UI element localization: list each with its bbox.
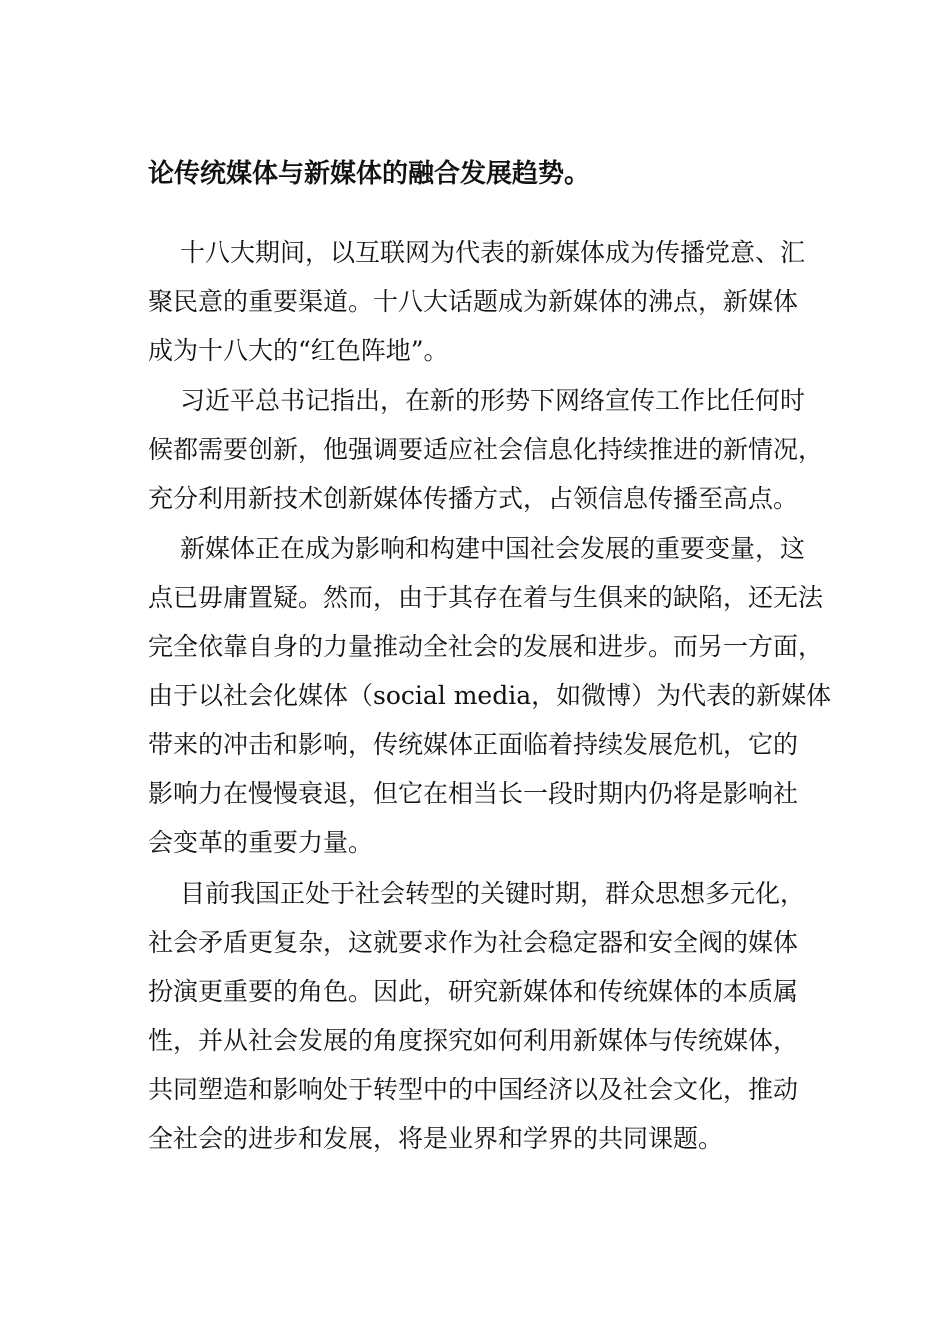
- paragraph-line: 会变革的重要力量。: [148, 828, 374, 857]
- document-title: 论传统媒体与新媒体的融合发展趋势。: [148, 159, 591, 189]
- paragraph-line: 候都需要创新，他强调要适应社会信息化持续推进的新情况，: [148, 435, 824, 464]
- paragraph: [148, 376, 828, 523]
- paragraph-line: 社会矛盾更复杂，这就要求作为社会稳定器和安全阀的媒体: [148, 928, 799, 957]
- paragraph-line: 扮演更重要的角色。因此，研究新媒体和传统媒体的本质属: [148, 977, 799, 1006]
- paragraph-line: 十八大期间，以互联网为代表的新媒体成为传播党意、汇: [180, 238, 806, 267]
- paragraph: [148, 869, 828, 1163]
- paragraph-line: 共同塑造和影响处于转型中的中国经济以及社会文化，推动: [148, 1075, 799, 1104]
- paragraph-line: 充分利用新技术创新媒体传播方式，占领信息传播至高点。: [148, 484, 799, 513]
- paragraph-line: 由于以社会化媒体（social media，如微博）为代表的新媒体: [148, 681, 832, 710]
- paragraph: [148, 524, 832, 867]
- paragraph-line: 全社会的进步和发展，将是业界和学界的共同课题。: [148, 1124, 724, 1153]
- paragraph-line: 完全依靠自身的力量推动全社会的发展和进步。而另一方面，: [148, 632, 824, 661]
- paragraph-line: 目前我国正处于社会转型的关键时期，群众思想多元化，: [180, 879, 806, 908]
- paragraph-line: 新媒体正在成为影响和构建中国社会发展的重要变量，这: [180, 534, 806, 563]
- paragraph-line: 性，并从社会发展的角度探究如何利用新媒体与传统媒体，: [148, 1026, 799, 1055]
- paragraph: [148, 228, 828, 375]
- paragraph-line: 聚民意的重要渠道。十八大话题成为新媒体的沸点，新媒体: [148, 287, 799, 316]
- paragraph-line: 习近平总书记指出，在新的形势下网络宣传工作比任何时: [180, 386, 806, 415]
- paragraph-line: 点已毋庸置疑。然而，由于其存在着与生俱来的缺陷，还无法: [148, 583, 824, 612]
- paragraph-line: 带来的冲击和影响，传统媒体正面临着持续发展危机，它的: [148, 730, 799, 759]
- paragraph-line: 影响力在慢慢衰退，但它在相当长一段时期内仍将是影响社: [148, 779, 799, 808]
- paragraph-line: 成为十八大的“红色阵地”。: [148, 336, 449, 365]
